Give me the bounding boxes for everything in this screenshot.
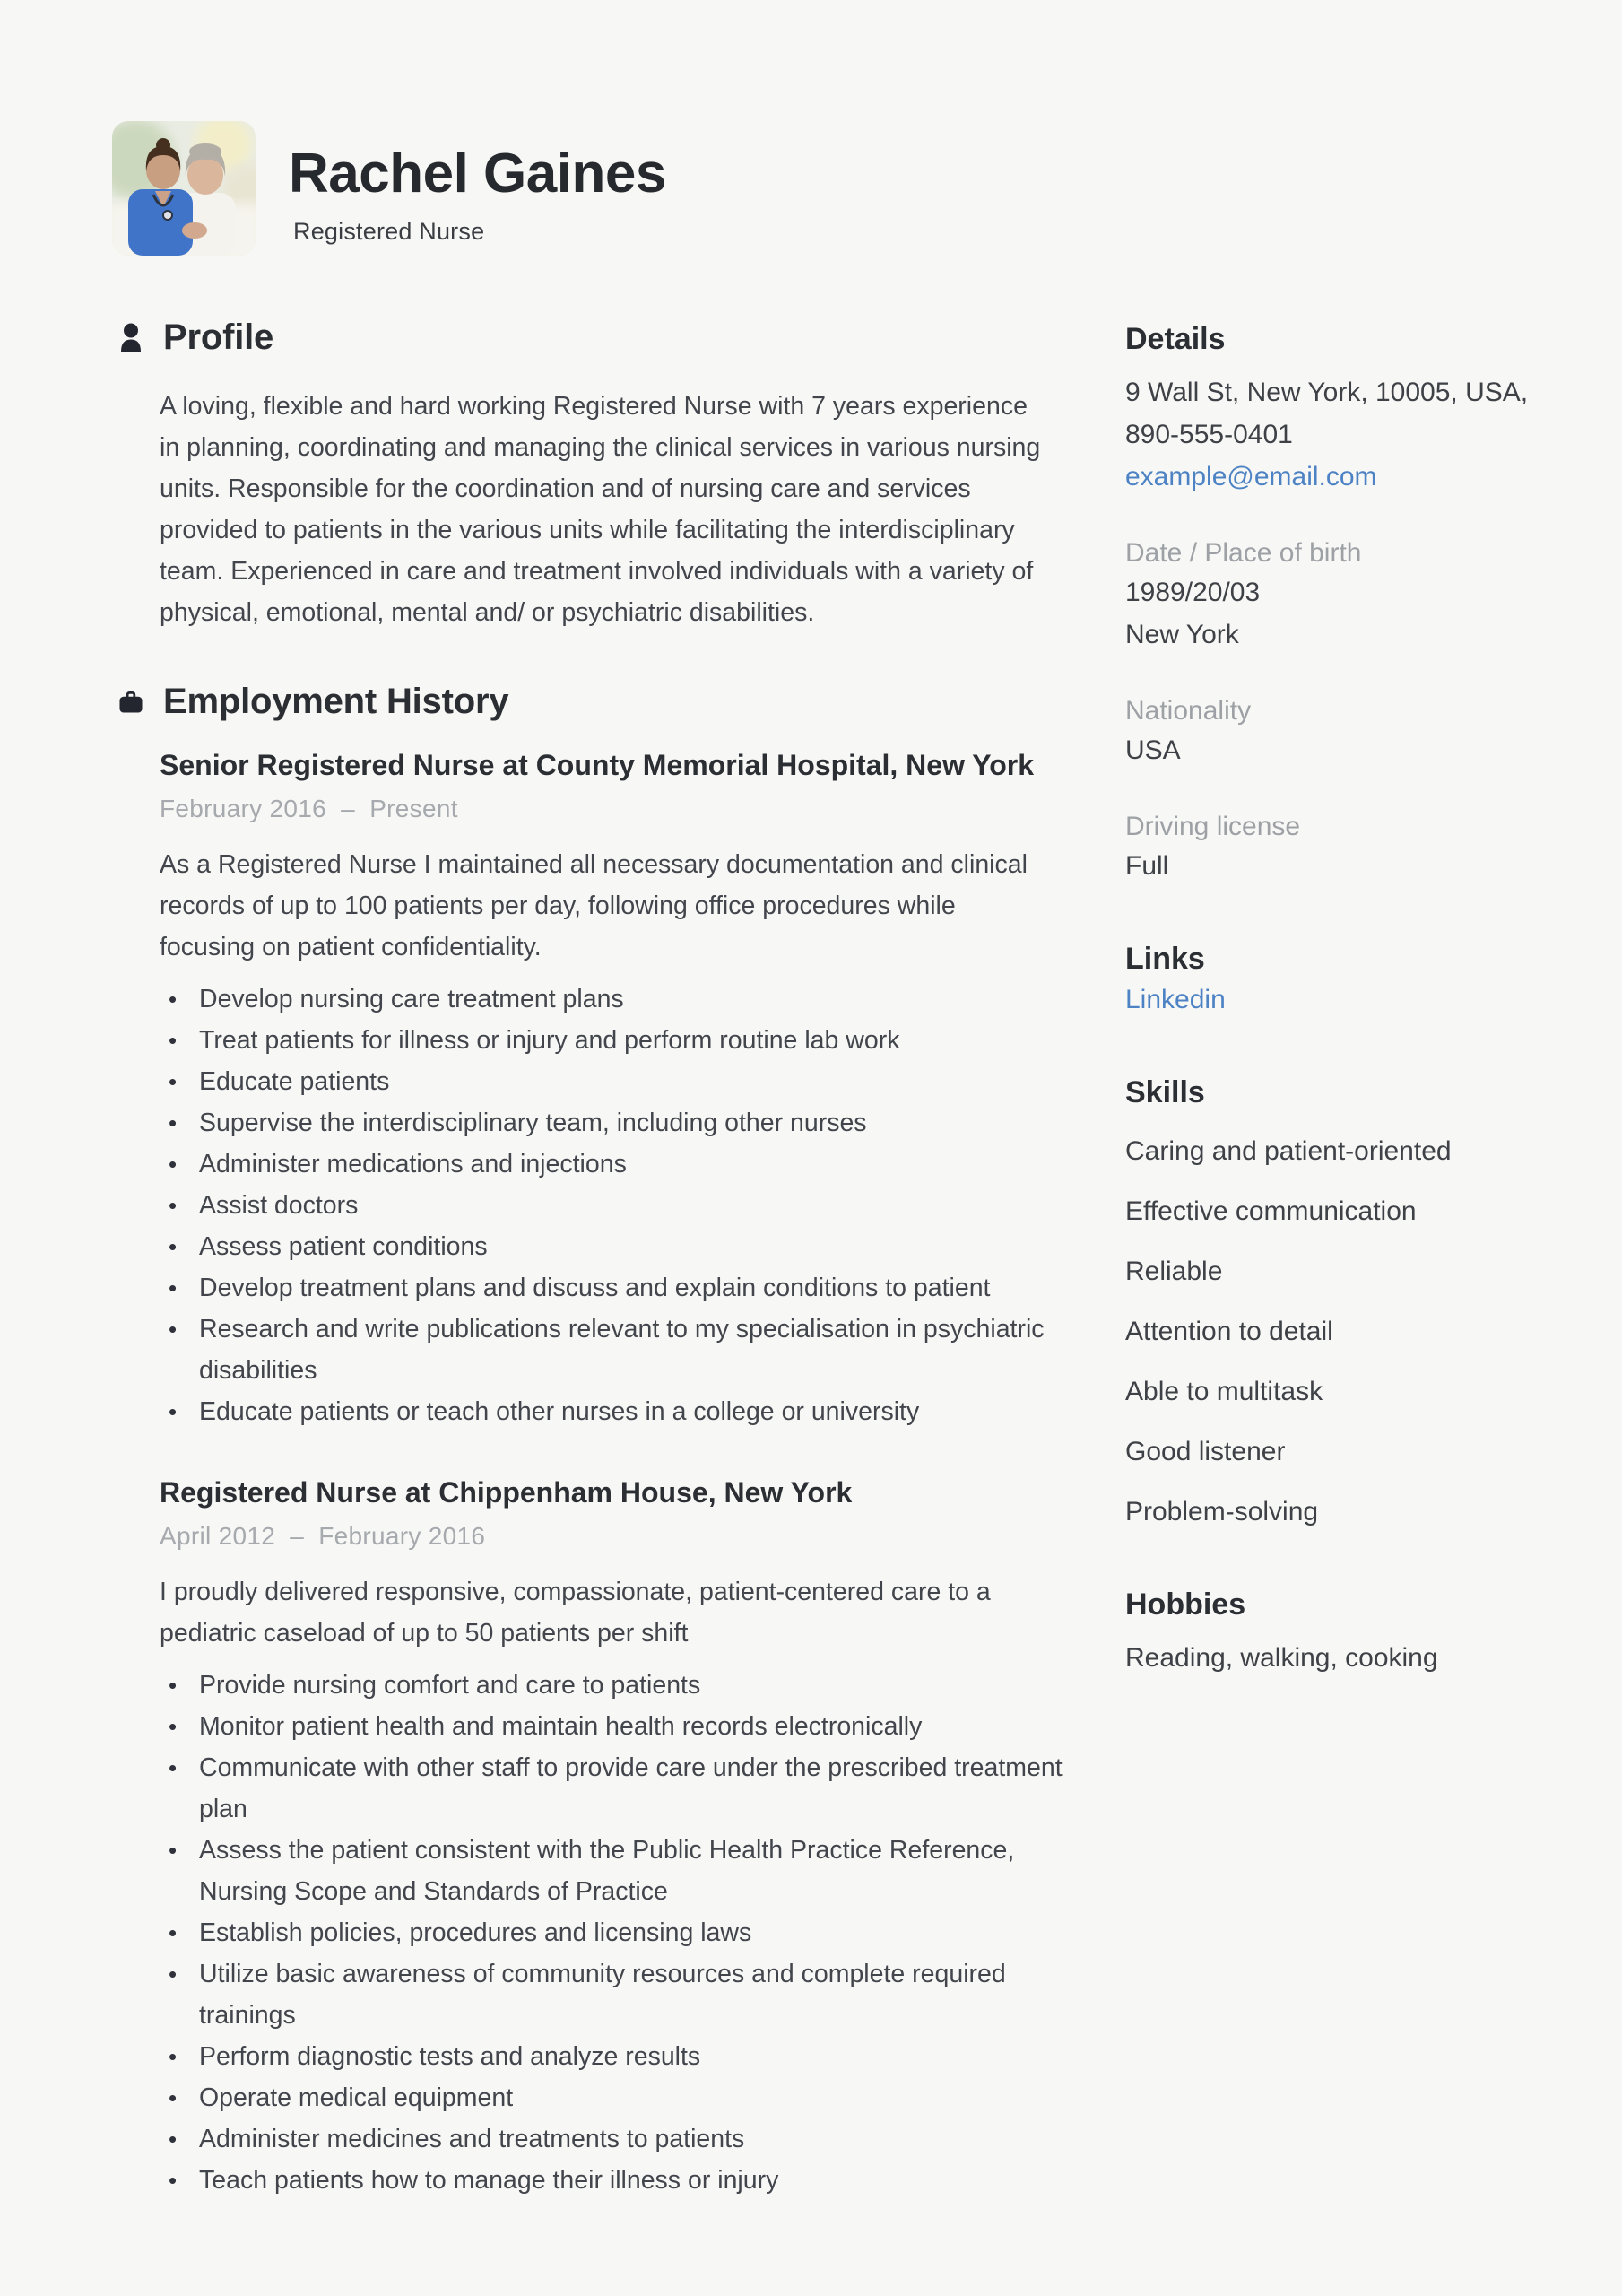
skill-item: Effective communication bbox=[1125, 1196, 1417, 1226]
details-heading: Details bbox=[1125, 322, 1226, 356]
bullet-item bbox=[169, 1309, 1065, 1391]
bullet-dot: • bbox=[169, 1316, 178, 1343]
bullet-item bbox=[169, 1665, 1065, 1706]
bullet-item bbox=[169, 1912, 1065, 1953]
skill-item: Caring and patient-oriented bbox=[1125, 1136, 1452, 1166]
job-bullet-list bbox=[160, 1665, 1065, 2201]
bullet-item bbox=[169, 1747, 1065, 1830]
bullet-dot: • bbox=[169, 2043, 178, 2070]
bullet-dot: • bbox=[169, 1027, 178, 1054]
bullet-item bbox=[169, 2077, 1065, 2118]
phone-text: 890-555-0401 bbox=[1125, 420, 1293, 449]
skill-item: Attention to detail bbox=[1125, 1317, 1333, 1346]
bullet-dot: • bbox=[169, 1713, 178, 1740]
skills-list bbox=[1125, 1130, 1556, 1533]
bullet-text: Research and write publications relevant to my specialisation in psychiatric disabilities bbox=[199, 1315, 1045, 1385]
briefcase-icon bbox=[119, 690, 143, 714]
bullet-text: Provide nursing comfort and care to patients bbox=[199, 1671, 701, 1700]
bullet-dot: • bbox=[169, 1961, 178, 1987]
bullet-item bbox=[169, 1185, 1065, 1226]
bullet-text: Develop nursing care treatment plans bbox=[199, 985, 624, 1013]
employment-heading: Employment History bbox=[163, 682, 509, 721]
person-name: Rachel Gaines bbox=[289, 143, 666, 204]
skill-item: Reliable bbox=[1125, 1257, 1223, 1286]
bullet-dot: • bbox=[169, 1192, 178, 1219]
linkedin-link[interactable]: Linkedin bbox=[1125, 985, 1226, 1014]
bullet-dot: • bbox=[169, 1754, 178, 1781]
bullet-item bbox=[169, 2160, 1065, 2201]
bullet-text: Establish policies, procedures and licensing laws bbox=[199, 1918, 752, 1947]
profile-text: A loving, flexible and hard working Registered Nurse with 7 years experience in planning, coordinating and managing the clinical services in various nursing units. Responsible for the coordination and of nursing care and services provided to patients in the various units while facilitating the interdisciplinary team. Experienced in care and treatment involved individuals with a variety of physical, emotional, mental and/ or psychiatric disabilities. bbox=[160, 392, 1041, 627]
employment-section-head bbox=[119, 680, 1065, 723]
job-summary: I proudly delivered responsive, compassionate, patient-centered care to a pediatric caseload of up to 50 patients per shift bbox=[160, 1578, 991, 1648]
bullet-item bbox=[169, 1830, 1065, 1912]
job-bullet-list bbox=[160, 978, 1065, 1432]
skills-heading: Skills bbox=[1125, 1075, 1205, 1109]
bullet-text: Utilize basic awareness of community resources and complete required trainings bbox=[199, 1960, 1006, 2030]
bullet-dot: • bbox=[169, 2084, 178, 2111]
bullet-dot: • bbox=[169, 1274, 178, 1301]
skill-item: Good listener bbox=[1125, 1437, 1286, 1466]
bullet-item bbox=[169, 978, 1065, 1020]
birth-date: 1989/20/03 bbox=[1125, 578, 1261, 607]
bullet-dot: • bbox=[169, 2126, 178, 2152]
bullet-dot: • bbox=[169, 1109, 178, 1136]
job-title: Senior Registered Nurse at County Memorial Hospital, New York bbox=[160, 749, 1035, 781]
person-icon bbox=[119, 323, 143, 352]
job-dates: April 2012 – February 2016 bbox=[160, 1522, 486, 1550]
email-link[interactable]: example@email.com bbox=[1125, 462, 1377, 491]
bullet-item bbox=[169, 1706, 1065, 1747]
bullet-item bbox=[169, 1267, 1065, 1309]
job-summary: As a Registered Nurse I maintained all necessary documentation and clinical records of up to 100 patients per day, following office procedures while focusing on patient confidentiality. bbox=[160, 850, 1028, 961]
bullet-text: Educate patients bbox=[199, 1067, 390, 1096]
profile-heading: Profile bbox=[163, 317, 274, 357]
bullet-text: Administer medications and injections bbox=[199, 1150, 627, 1178]
bullet-text: Monitor patient health and maintain health records electronically bbox=[199, 1712, 923, 1741]
bullet-item bbox=[169, 1102, 1065, 1144]
hobbies-heading: Hobbies bbox=[1125, 1587, 1246, 1622]
bullet-dot: • bbox=[169, 1151, 178, 1178]
bullet-text: Educate patients or teach other nurses in a college or university bbox=[199, 1397, 920, 1426]
skill-item: Problem-solving bbox=[1125, 1497, 1319, 1526]
bullet-item bbox=[169, 1953, 1065, 2036]
bullet-text: Operate medical equipment bbox=[199, 2083, 514, 2112]
bullet-item bbox=[169, 1391, 1065, 1432]
skill-item: Able to multitask bbox=[1125, 1377, 1323, 1406]
bullet-item bbox=[169, 1020, 1065, 1061]
bullet-text: Treat patients for illness or injury and perform routine lab work bbox=[199, 1026, 900, 1055]
birth-label: Date / Place of birth bbox=[1125, 538, 1362, 568]
job-dates: February 2016 – Present bbox=[160, 795, 458, 822]
nationality-value: USA bbox=[1125, 735, 1181, 765]
bullet-dot: • bbox=[169, 1068, 178, 1095]
license-label: Driving license bbox=[1125, 812, 1301, 841]
main-column bbox=[119, 316, 1065, 2201]
sidebar-column bbox=[1125, 319, 1556, 1679]
bullet-dot: • bbox=[169, 2167, 178, 2194]
job-title: Registered Nurse at Chippenham House, New York bbox=[160, 1476, 853, 1509]
person-role: Registered Nurse bbox=[293, 218, 485, 245]
bullet-dot: • bbox=[169, 1919, 178, 1946]
bullet-text: Perform diagnostic tests and analyze results bbox=[199, 2042, 701, 2071]
address-text: 9 Wall St, New York, 10005, USA, bbox=[1125, 378, 1529, 407]
bullet-text: Develop treatment plans and discuss and explain conditions to patient bbox=[199, 1274, 991, 1302]
job-entry-1 bbox=[160, 746, 1065, 1432]
bullet-text: Assess patient conditions bbox=[199, 1232, 488, 1261]
bullet-item bbox=[169, 1144, 1065, 1185]
links-heading: Links bbox=[1125, 942, 1205, 976]
profile-photo bbox=[112, 121, 256, 256]
bullet-dot: • bbox=[169, 986, 178, 1013]
profile-section-head bbox=[119, 316, 1065, 359]
job-entry-2 bbox=[160, 1474, 1065, 2201]
nationality-label: Nationality bbox=[1125, 696, 1252, 726]
photo-illustration bbox=[112, 121, 256, 256]
bullet-text: Teach patients how to manage their illness or injury bbox=[199, 2166, 779, 2195]
bullet-text: Communicate with other staff to provide care under the prescribed treatment plan bbox=[199, 1753, 1063, 1823]
bullet-dot: • bbox=[169, 1233, 178, 1260]
birth-place: New York bbox=[1125, 620, 1239, 649]
hobbies-text: Reading, walking, cooking bbox=[1125, 1643, 1438, 1673]
bullet-item bbox=[169, 2118, 1065, 2160]
bullet-text: Assess the patient consistent with the Public Health Practice Reference, Nursing Scope and Standards of Practice bbox=[199, 1836, 1015, 1906]
license-value: Full bbox=[1125, 851, 1169, 881]
bullet-dot: • bbox=[169, 1672, 178, 1699]
bullet-item bbox=[169, 2036, 1065, 2077]
bullet-item bbox=[169, 1061, 1065, 1102]
bullet-dot: • bbox=[169, 1837, 178, 1864]
bullet-text: Administer medicines and treatments to patients bbox=[199, 2125, 745, 2153]
bullet-text: Supervise the interdisciplinary team, including other nurses bbox=[199, 1109, 867, 1137]
bullet-text: Assist doctors bbox=[199, 1191, 359, 1220]
bullet-item bbox=[169, 1226, 1065, 1267]
bullet-dot: • bbox=[169, 1398, 178, 1425]
